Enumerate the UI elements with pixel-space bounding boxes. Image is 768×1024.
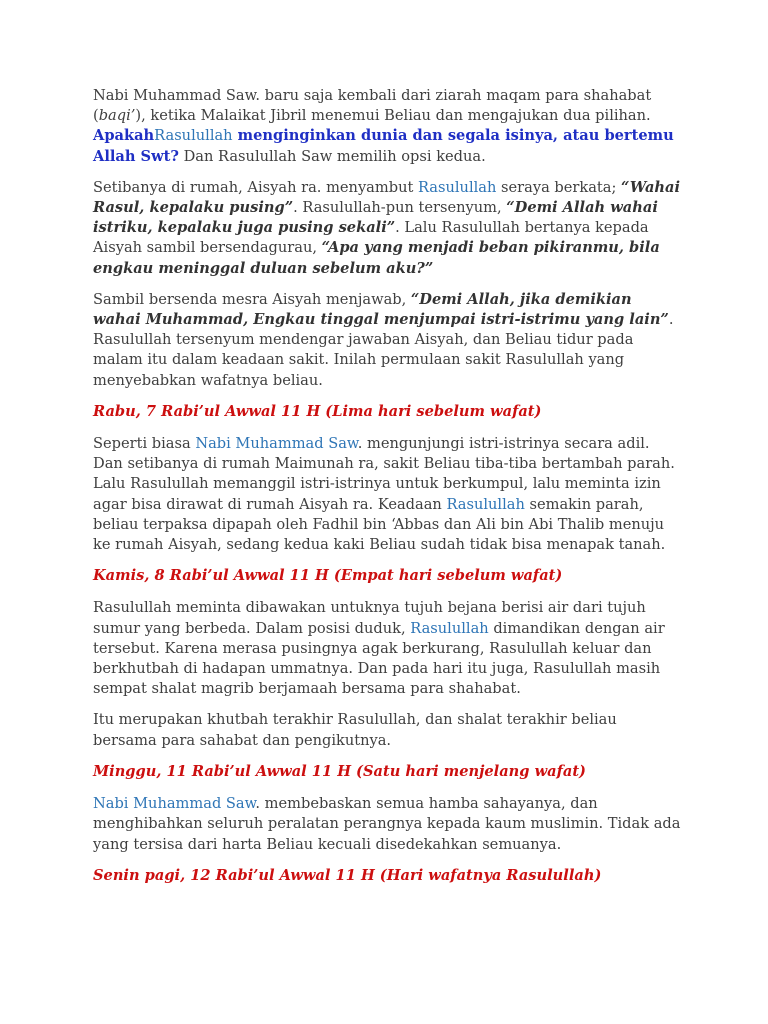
- quote: “Demi Allah, jika demikian wahai Muhammad, Engkau tinggal menjumpai istri-istrimu yang lain”: [93, 290, 669, 329]
- text: Seperti biasa: [93, 435, 196, 453]
- paragraph-7: [93, 794, 683, 855]
- highlighted-text: Apakah: [93, 127, 155, 145]
- paragraph-6: Itu merupakan khutbah terakhir Rasulullah, dan shalat terakhir beliau bersama para sahabat dan pengikutnya.: [93, 711, 617, 749]
- text: . membebaskan semua hamba sahayanya, dan menghibahkan seluruh peralatan perangnya kepada kaum muslimin. Tidak ada yang tersisa dari harta Beliau kecuali disedekahkan semuanya.: [93, 795, 681, 853]
- text: . Rasulullah-pun tersenyum,: [293, 199, 507, 217]
- text: Sambil bersenda mesra Aisyah menjawab,: [93, 290, 411, 308]
- quote: “Apa yang menjadi beban pikiranmu, bila engkau meninggal duluan sebelum aku?”: [93, 239, 660, 277]
- section-heading-senin: Senin pagi, 12 Rabi’ul Awwal 11 H (Hari wafatnya Rasulullah): [93, 866, 602, 884]
- highlighted-text: menginginkan dunia dan segala isinya, atau bertemu Allah Swt?: [93, 127, 674, 165]
- text: . mengunjungi istri-istrinya secara adil. Dan setibanya di rumah Maimunah ra, sakit Beliau tiba-tiba bertambah parah. Lalu Rasulullah memanggil istri-istrinya untuk berkumpul, lalu meminta izin agar bisa dirawat di rumah Aisyah ra. Keadaan: [93, 435, 675, 513]
- text-italic: baqi’: [98, 107, 136, 125]
- section-heading-minggu: Minggu, 11 Rabi’ul Awwal 11 H (Satu hari menjelang wafat): [93, 762, 586, 780]
- text: . Lalu Rasulullah bertanya kepada Aisyah sambil bersendagurau,: [93, 219, 649, 257]
- section-heading-rabu: Rabu, 7 Rabi’ul Awwal 11 H (Lima hari sebelum wafat): [93, 402, 542, 420]
- text: Nabi Muhammad Saw. baru saja kembali dari ziarah maqam para shahabat (: [93, 87, 652, 125]
- rasulullah-link[interactable]: Rasulullah: [410, 619, 489, 637]
- rasulullah-link[interactable]: Rasulullah: [154, 127, 233, 145]
- paragraph-2: [93, 178, 683, 279]
- rasulullah-link[interactable]: Rasulullah: [446, 495, 525, 513]
- section-heading-kamis: Kamis, 8 Rabi’ul Awwal 11 H (Empat hari sebelum wafat): [93, 567, 563, 585]
- quote: “Wahai Rasul, kepalaku pusing”: [93, 178, 681, 217]
- text: ), ketika Malaikat Jibril menemui Beliau dan mengajukan dua pilihan.: [135, 107, 651, 125]
- paragraph-5: [93, 598, 683, 699]
- paragraph-3: [93, 290, 683, 391]
- nabi-muhammad-link[interactable]: Nabi Muhammad Saw: [195, 435, 358, 453]
- rasulullah-link[interactable]: Rasulullah: [417, 178, 497, 196]
- document-page: [93, 86, 683, 898]
- text: semakin parah, beliau terpaksa dipapah oleh Fadhil bin ‘Abbas dan Ali bin Abi Thalib menuju ke rumah Aisyah, sedang kedua kaki Beliau sudah tidak bisa menapak tanah.: [93, 495, 666, 554]
- quote: “Demi Allah wahai istriku, kepalaku juga pusing sekali”: [93, 199, 658, 237]
- text: Setibanya di rumah, Aisyah ra. menyambut: [93, 178, 418, 196]
- text: Dan Rasulullah Saw memilih opsi kedua.: [178, 147, 486, 165]
- text: dimandikan dengan air tersebut. Karena merasa pusingnya agak berkurang, Rasulullah keluar dan berkhutbah di hadapan ummatnya. Dan pada hari itu juga, Rasulullah masih sempat shalat magrib berjamaah bersama para shahabat.: [93, 619, 665, 698]
- paragraph-1: [93, 86, 683, 167]
- text: Rasulullah meminta dibawakan untuknya tujuh bejana berisi air dari tujuh sumur yang berbeda. Dalam posisi duduk,: [93, 599, 646, 637]
- nabi-muhammad-link[interactable]: Nabi Muhammad Saw: [93, 795, 256, 813]
- paragraph-4: [93, 434, 683, 555]
- text: seraya berkata;: [496, 178, 622, 196]
- text: . Rasulullah tersenyum mendengar jawaban Aisyah, dan Beliau tidur pada malam itu dalam keadaan sakit. Inilah permulaan sakit Rasulullah yang menyebabkan wafatnya beliau.: [93, 311, 674, 389]
